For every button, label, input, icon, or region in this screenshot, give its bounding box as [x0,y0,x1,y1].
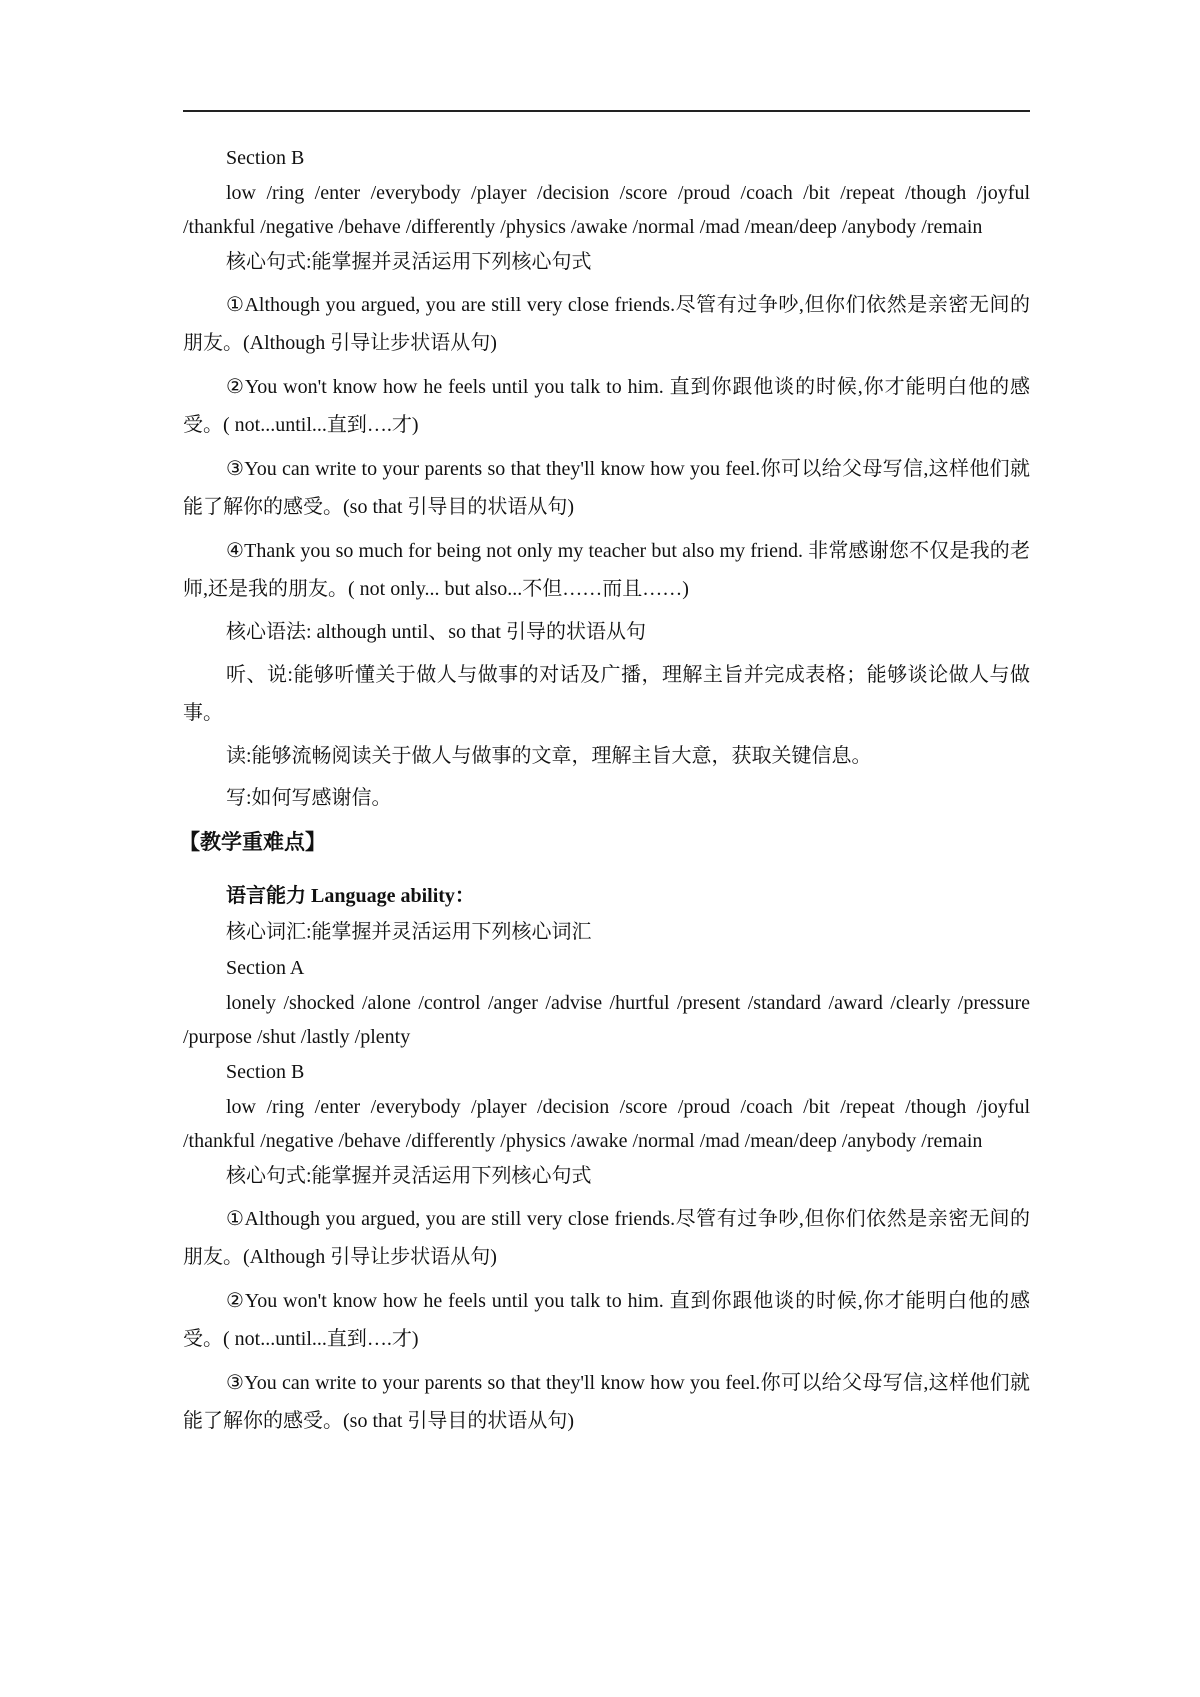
section-b-label-2: Section B [226,1061,305,1083]
core-grammar: 核心语法: although until、so that 引导的状语从句 [226,621,646,643]
sentence-4: ④Thank you so much for being not only my teacher but also my friend. 非常感谢您不仅是我的老师,还是我的朋友。( not only... but also...不但……而且……) [183,540,1030,600]
listening-speaking: 听、说:能够听懂关于做人与做事的对话及广播，理解主旨并完成表格；能够谈论做人与做事。 [183,664,1030,724]
reading: 读:能够流畅阅读关于做人与做事的文章，理解主旨大意，获取关键信息。 [226,745,872,767]
section-b-words: low /ring /enter /everybody /player /decision /score /proud /coach /bit /repeat /though /joyful /thankful /negative /behave /differently /physics /awake /normal /mad /mean/deep /anybody /remain [183,182,1030,238]
section-heading: 【教学重难点】 [179,830,326,854]
section-b-label: Section B [226,147,305,169]
sentence-3: ③You can write to your parents so that they'll know how you feel.你可以给父母写信,这样他们就能了解你的感受。(so that 引导目的状语从句) [183,458,1030,518]
section-b-words-2: low /ring /enter /everybody /player /decision /score /proud /coach /bit /repeat /though /joyful /thankful /negative /behave /differently /physics /awake /normal /mad /mean/deep /anybody /remain [183,1096,1030,1152]
core-sentence-title: 核心句式:能掌握并灵活运用下列核心句式 [226,251,592,273]
language-ability-title: 语言能力 Language ability： [226,885,475,907]
core-vocab-title: 核心词汇:能掌握并灵活运用下列核心词汇 [226,921,592,943]
sentence-3-repeat: ③You can write to your parents so that they'll know how you feel.你可以给父母写信,这样他们就能了解你的感受。(so that 引导目的状语从句) [183,1372,1030,1432]
core-sentence-title-2: 核心句式:能掌握并灵活运用下列核心句式 [226,1165,592,1187]
sentence-2: ②You won't know how he feels until you talk to him. 直到你跟他谈的时候,你才能明白他的感受。( not...until...直到….才) [183,376,1030,436]
sentence-1-repeat: ①Although you argued, you are still very close friends.尽管有过争吵,但你们依然是亲密无间的朋友。(Although 引导让步状语从句) [183,1208,1030,1268]
document-body [179,140,1030,1446]
section-a-label: Section A [226,957,305,979]
sentence-1: ①Although you argued, you are still very close friends.尽管有过争吵,但你们依然是亲密无间的朋友。(Although 引导让步状语从句) [183,294,1030,354]
sentence-2-repeat: ②You won't know how he feels until you talk to him. 直到你跟他谈的时候,你才能明白他的感受。( not...until...直到….才) [183,1290,1030,1350]
writing: 写:如何写感谢信。 [226,787,392,809]
header-rule [183,110,1030,112]
section-a-words: lonely /shocked /alone /control /anger /advise /hurtful /present /standard /award /clearly /pressure /purpose /shut /lastly /plenty [183,992,1030,1048]
